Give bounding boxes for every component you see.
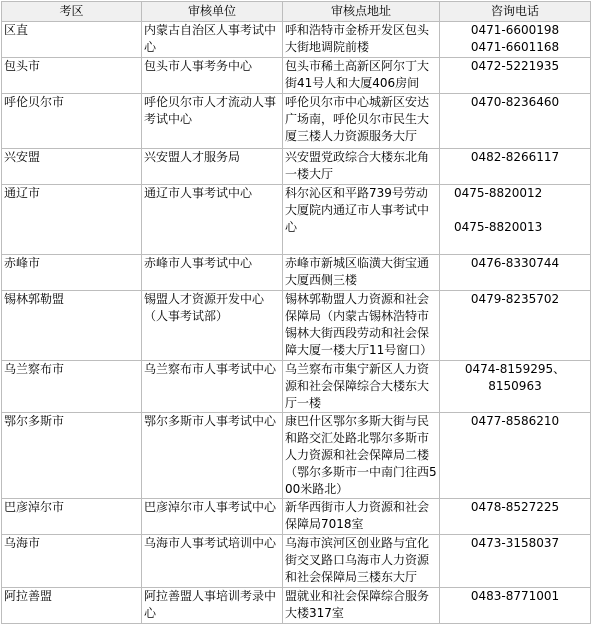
cell-address: 科尔沁区和平路739号劳动大厦院内通辽市人事考试中心 [283, 185, 440, 255]
table-row [2, 361, 591, 413]
cell-unit: 乌兰察布市人事考试中心 [142, 361, 283, 413]
cell-address: 兴安盟党政综合大楼东北角一楼大厅 [283, 149, 440, 185]
phone-number: 0478-8527225 [470, 500, 560, 514]
phone-number: 0479-8235702 [470, 292, 560, 306]
cell-region: 乌兰察布市 [2, 361, 142, 413]
cell-phone [440, 535, 591, 588]
cell-phone [440, 94, 591, 149]
table-row [2, 22, 591, 58]
cell-region: 呼伦贝尔市 [2, 94, 142, 149]
cell-phone [440, 291, 591, 361]
table-row [2, 535, 591, 588]
header-address: 审核点地址 [283, 2, 440, 22]
cell-address: 锡林郭勒盟人力资源和社会保障局（内蒙古锡林浩特市锡林大街西段劳动和社会保障大厦一楼大厅11号窗口） [283, 291, 440, 361]
table-row [2, 413, 591, 499]
cell-unit: 内蒙古自治区人事考试中心 [142, 22, 283, 58]
cell-region: 区直 [2, 22, 142, 58]
phone-number: 0472-5221935 [470, 59, 560, 73]
cell-phone [440, 149, 591, 185]
phone-number: 0475-8820012 [454, 186, 543, 200]
cell-unit: 赤峰市人事考试中心 [142, 255, 283, 291]
cell-address: 乌兰察布市集宁新区人力资源和社会保障综合大楼东大厅一楼 [283, 361, 440, 413]
cell-unit: 鄂尔多斯市人事考试中心 [142, 413, 283, 499]
cell-phone [440, 413, 591, 499]
table-row [2, 94, 591, 149]
cell-phone [440, 255, 591, 291]
cell-region: 包头市 [2, 58, 142, 94]
cell-region: 通辽市 [2, 185, 142, 255]
table-row [2, 255, 591, 291]
cell-region: 兴安盟 [2, 149, 142, 185]
phone-number: 0471-6600198 [470, 23, 560, 37]
cell-address: 包头市稀土高新区阿尔丁大街41号人和大厦406房间 [283, 58, 440, 94]
cell-region: 巴彦淖尔市 [2, 499, 142, 535]
phone-number: 0482-8266117 [470, 150, 560, 164]
cell-phone [440, 185, 591, 255]
cell-address: 新华西街市人力资源和社会保障局7018室 [283, 499, 440, 535]
cell-address: 呼和浩特市金桥开发区包头大街地调院前楼 [283, 22, 440, 58]
exam-center-table [1, 1, 591, 624]
phone-number: 0473-3158037 [470, 536, 560, 550]
cell-phone [440, 58, 591, 94]
phone-number: 0474-8159295、 [464, 362, 566, 376]
cell-region: 锡林郭勒盟 [2, 291, 142, 361]
cell-unit: 阿拉善盟人事培训考录中心 [142, 588, 283, 624]
cell-unit: 锡盟人才资源开发中心（人事考试部） [142, 291, 283, 361]
cell-unit: 兴安盟人才服务局 [142, 149, 283, 185]
table-row [2, 291, 591, 361]
cell-phone [440, 361, 591, 413]
cell-address: 盟就业和社会保障综合服务大楼317室 [283, 588, 440, 624]
table-row [2, 499, 591, 535]
cell-unit: 呼伦贝尔市人才流动人事考试中心 [142, 94, 283, 149]
table-row [2, 58, 591, 94]
cell-address: 康巴什区鄂尔多斯大街与民和路交汇处路北鄂尔多斯市人力资源和社会保障局二楼（鄂尔多斯市一中南门往西500米路北） [283, 413, 440, 499]
table-row [2, 588, 591, 624]
cell-region: 赤峰市 [2, 255, 142, 291]
cell-unit: 巴彦淖尔市人事考试中心 [142, 499, 283, 535]
phone-number: 0476-8330744 [470, 256, 560, 270]
header-region: 考区 [2, 2, 142, 22]
cell-region: 乌海市 [2, 535, 142, 588]
phone-number: 8150963 [488, 379, 542, 393]
header-phone: 咨询电话 [440, 2, 591, 22]
header-unit: 审核单位 [142, 2, 283, 22]
cell-address: 乌海市滨河区创业路与宜化街交叉路口乌海市人力资源和社会保障局三楼东大厅 [283, 535, 440, 588]
table-row [2, 149, 591, 185]
phone-number: 0483-8771001 [470, 589, 560, 603]
phone-number: 0471-6601168 [470, 40, 560, 54]
phone-number: 0475-8820013 [454, 220, 543, 234]
cell-phone [440, 499, 591, 535]
table-row [2, 185, 591, 255]
cell-phone [440, 588, 591, 624]
cell-region: 鄂尔多斯市 [2, 413, 142, 499]
cell-phone [440, 22, 591, 58]
phone-number: 0470-8236460 [470, 95, 560, 109]
cell-unit: 通辽市人事考试中心 [142, 185, 283, 255]
cell-region: 阿拉善盟 [2, 588, 142, 624]
cell-unit: 包头市人事考务中心 [142, 58, 283, 94]
cell-unit: 乌海市人事考试培训中心 [142, 535, 283, 588]
table-header-row [2, 2, 591, 22]
phone-number: 0477-8586210 [470, 414, 560, 428]
cell-address: 呼伦贝尔市中心城新区安达广场南，呼伦贝尔市民生大厦三楼人力资源服务大厅 [283, 94, 440, 149]
cell-address: 赤峰市新城区临潢大街宝通大厦西侧三楼 [283, 255, 440, 291]
